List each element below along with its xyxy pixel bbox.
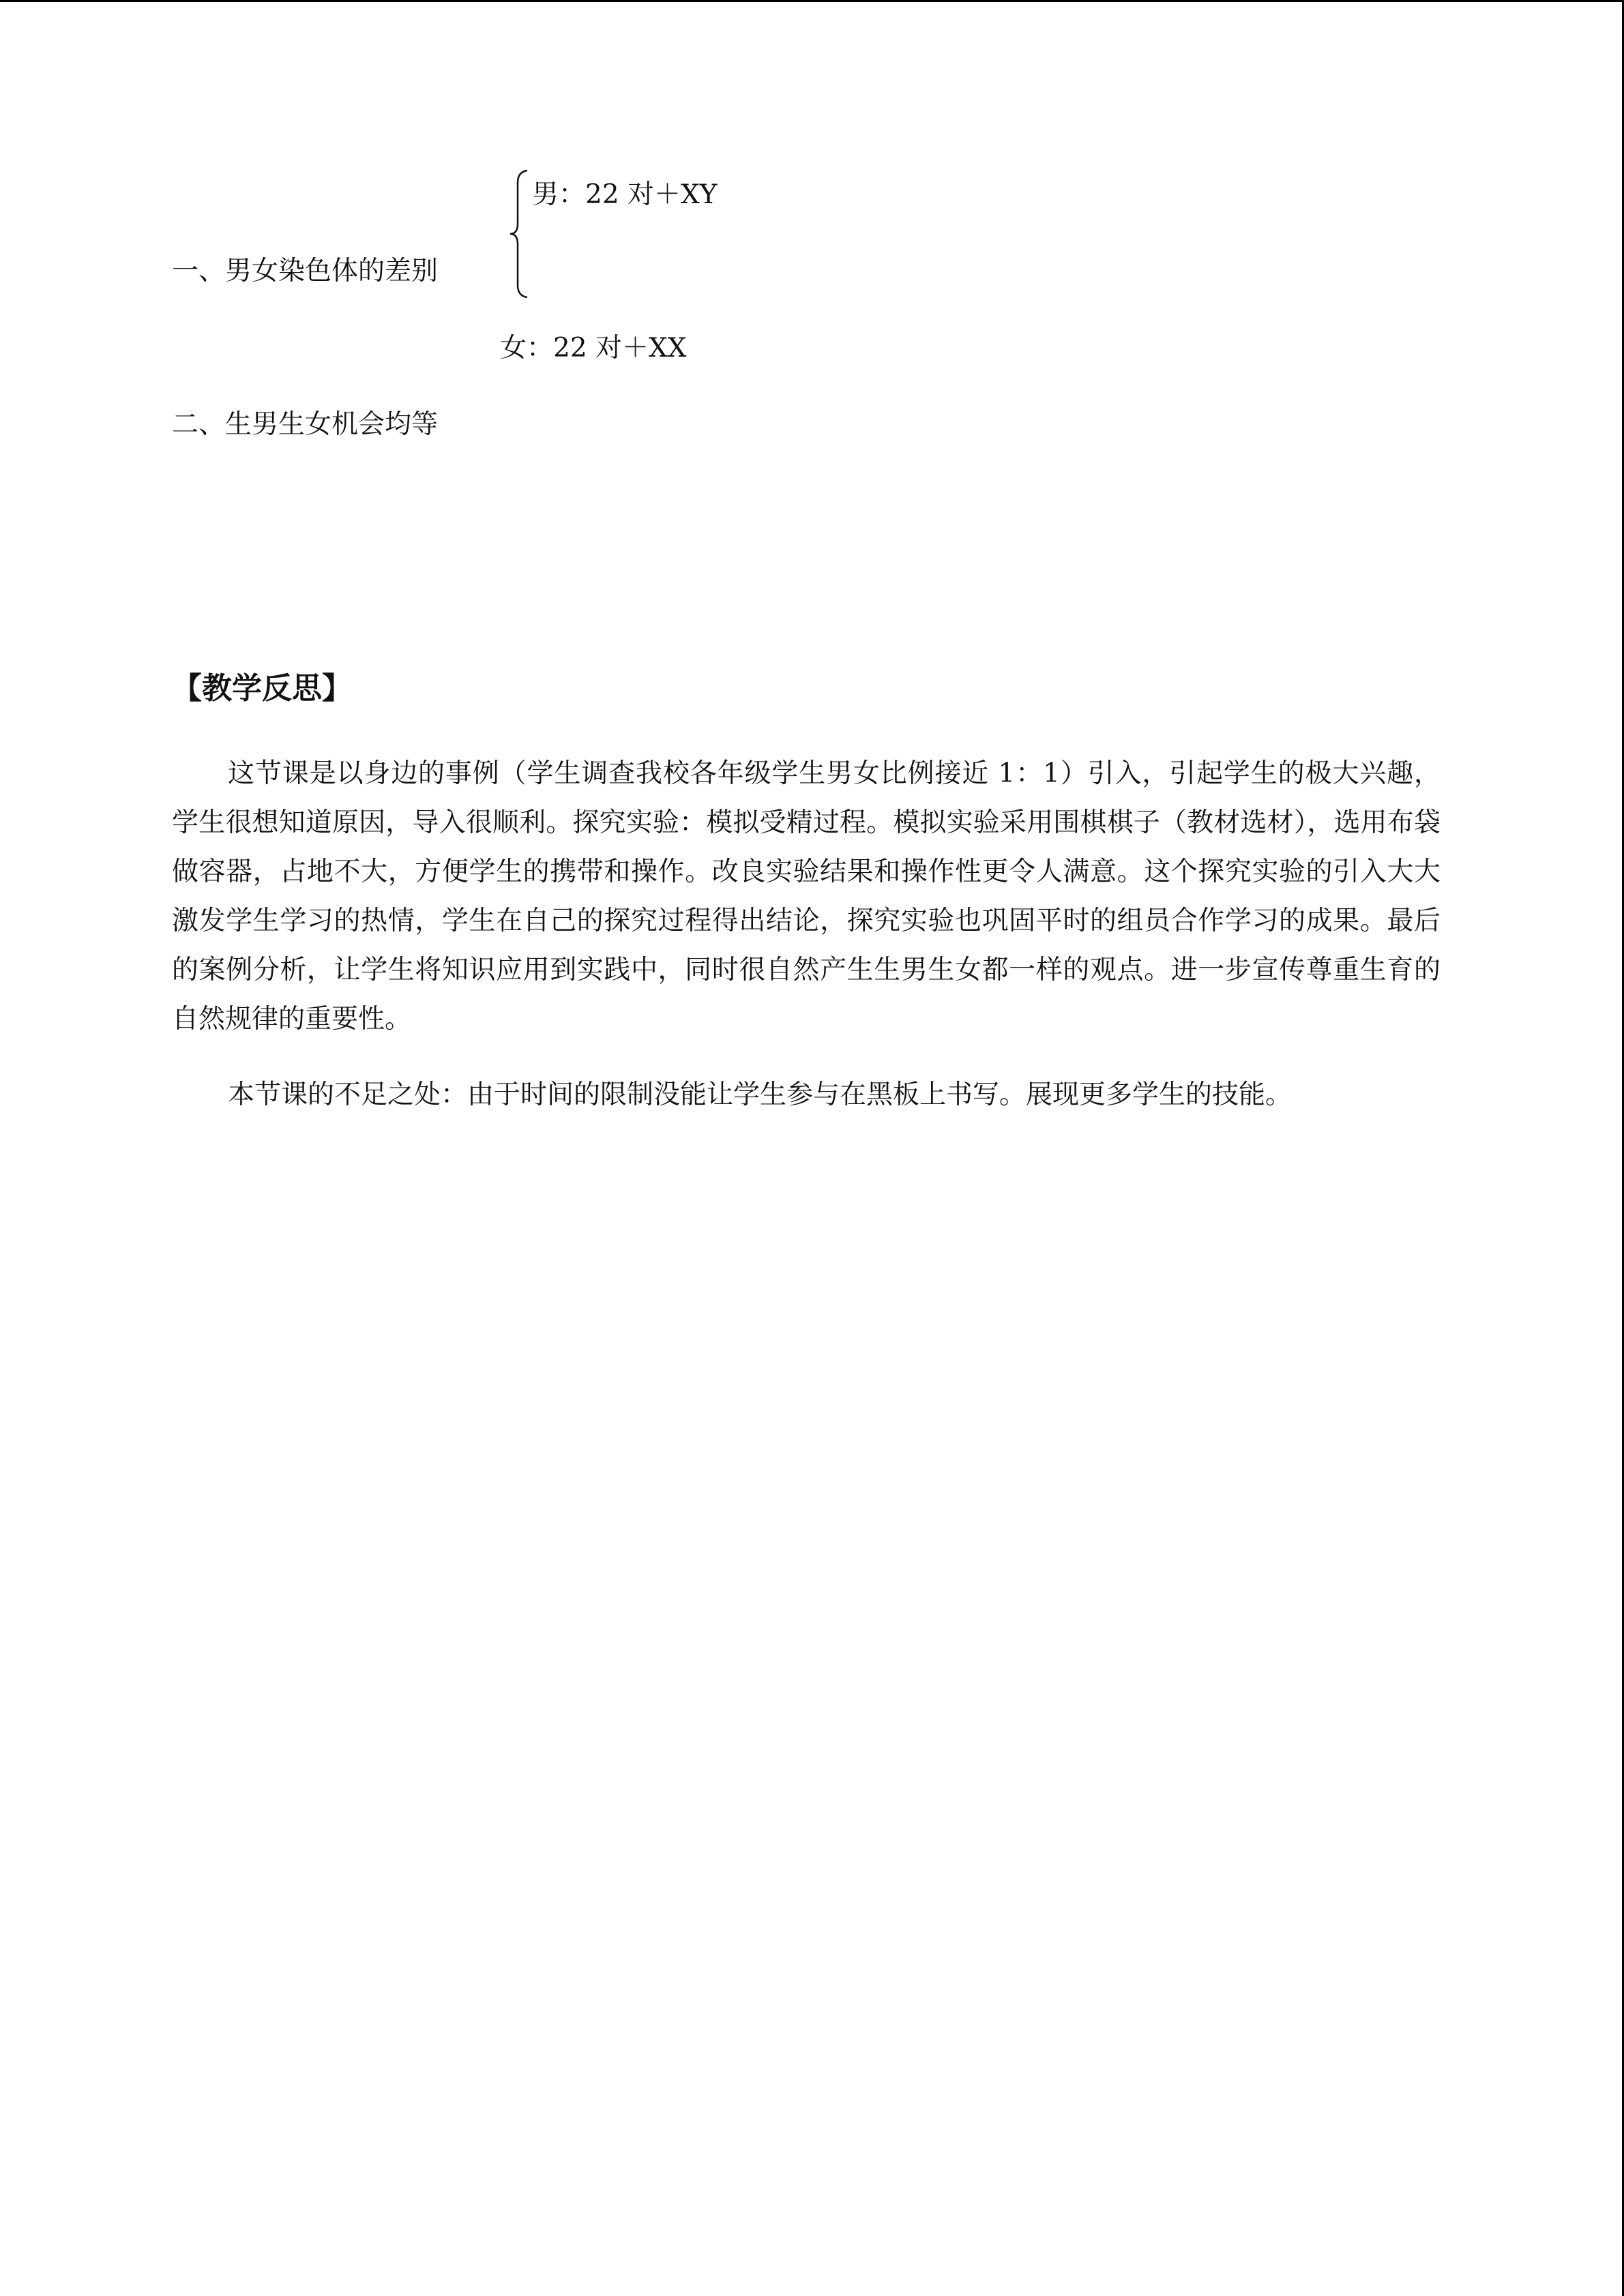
section-one-label: 一、男女染色体的差别 [172, 256, 439, 286]
reflection-heading: 【教学反思】 [172, 671, 352, 706]
reflection-paragraph-2: 本节课的不足之处：由于时间的限制没能让学生参与在黑板上书写。展现更多学生的技能。 [228, 1079, 1293, 1110]
brace-symbol [508, 169, 529, 299]
page-border-top [0, 0, 1624, 2]
reflection-paragraph-1: 这节课是以身边的事例（学生调查我校各年级学生男女比例接近 1：1）引入，引起学生的极大兴趣，学生很想知道原因，导入很顺利。探究实验：模拟受精过程。模拟实验采用围棋棋子（教材选材），选用布袋做容器，占地不大，方便学生的携带和操作。改良实验结果和操作性更令人满意。这个探究实验的引入大大激发学生学习的热情，学生在自己的探究过程得出结论，探究实验也巩固平时的组员合作学习的成果。最后的案例分析，让学生将知识应用到实践中，同时很自然产生生男生女都一样的观点。进一步宣传尊重生育的自然规律的重要性。 [172, 758, 1441, 1034]
male-chromosome-text: 男：22 对＋XY [532, 179, 718, 210]
section-two-label: 二、生男生女机会均等 [172, 409, 439, 440]
female-chromosome-text: 女：22 对＋XX [500, 333, 687, 363]
